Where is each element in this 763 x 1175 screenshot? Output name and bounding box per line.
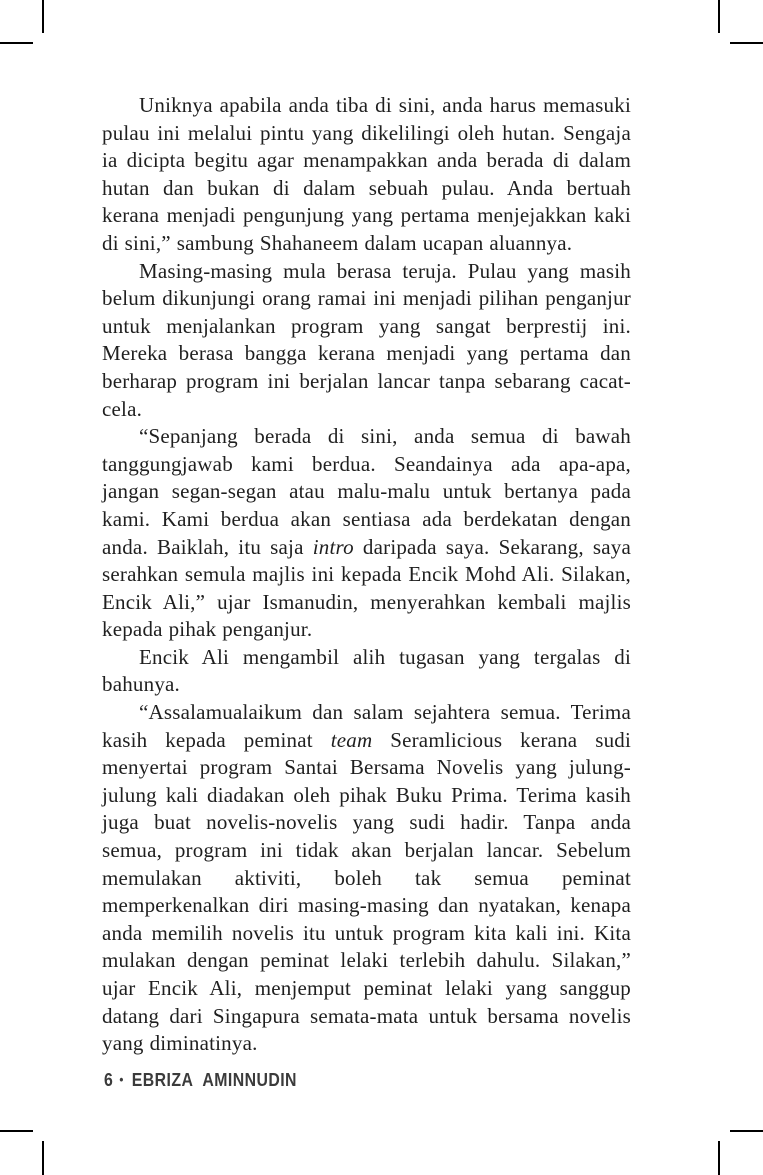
crop-mark-bottom-right-vertical <box>718 1141 720 1175</box>
paragraph: “Assalamualaikum dan salam sejahtera semua. Terima kasih kepada peminat team Seramlicious kerana sudi menyertai program Santai Bersama Novelis yang julung-julung kali diadakan oleh pihak Buku Prima. Terima kasih juga buat novelis-novelis yang sudi hadir. Tanpa anda semua, program ini tidak akan berjalan lancar. Sebelum memulakan aktiviti, boleh tak semua peminat memperkenalkan diri masing-masing dan nyatakan, kenapa anda memilih novelis itu untuk program kita kali ini. Kita mulakan dengan peminat lelaki terlebih dahulu. Silakan,” ujar Encik Ali, menjemput peminat lelaki yang sanggup datang dari Singapura semata-mata untuk bersama novelis yang diminatinya. <box>102 700 631 1056</box>
crop-mark-top-right-vertical <box>718 0 720 33</box>
paragraph: Uniknya apabila anda tiba di sini, anda harus memasuki pulau ini melalui pintu yang dikelilingi oleh hutan. Sengaja ia dicipta begitu agar menampakkan anda berada di dalam hutan dan bukan di dalam sebuah pulau. Anda bertuah kerana menjadi pengunjung yang pertama menjejakkan kaki di sini,” sambung Shahaneem dalam ucapan aluannya. <box>102 93 631 255</box>
crop-mark-top-left-horizontal <box>0 42 33 44</box>
crop-mark-top-left-vertical <box>42 0 44 33</box>
paragraph: Encik Ali mengambil alih tugasan yang tergalas di bahunya. <box>102 644 631 697</box>
crop-mark-bottom-left-horizontal <box>0 1130 33 1132</box>
page-number: 6 <box>104 1070 114 1090</box>
footer-separator: • <box>119 1072 124 1087</box>
running-footer <box>104 1070 297 1091</box>
paragraph: Masing-masing mula berasa teruja. Pulau yang masih belum dikunjungi orang ramai ini menjadi pilihan penganjur untuk menjalankan program yang sangat berprestij ini. Mereka berasa bangga kerana menjadi yang pertama dan berharap program ini berjalan lancar tanpa sebarang cacat-cela. <box>102 258 631 421</box>
author-name: EBRIZA AMINNUDIN <box>131 1070 297 1090</box>
crop-mark-bottom-right-horizontal <box>730 1130 763 1132</box>
paragraph: “Sepanjang berada di sini, anda semua di bawah tanggungjawab kami berdua. Seandainya ada apa-apa, jangan segan-segan atau malu-malu untuk bertanya pada kami. Kami berdua akan sentiasa ada berdekatan dengan anda. Baiklah, itu saja intro daripada saya. Sekarang, saya serahkan semula majlis ini kepada Encik Mohd Ali. Silakan, Encik Ali,” ujar Ismanudin, menyerahkan kembali majlis kepada pihak penganjur. <box>102 424 631 642</box>
crop-mark-bottom-left-vertical <box>42 1141 44 1175</box>
crop-mark-top-right-horizontal <box>730 42 763 44</box>
body-text <box>102 92 631 1058</box>
